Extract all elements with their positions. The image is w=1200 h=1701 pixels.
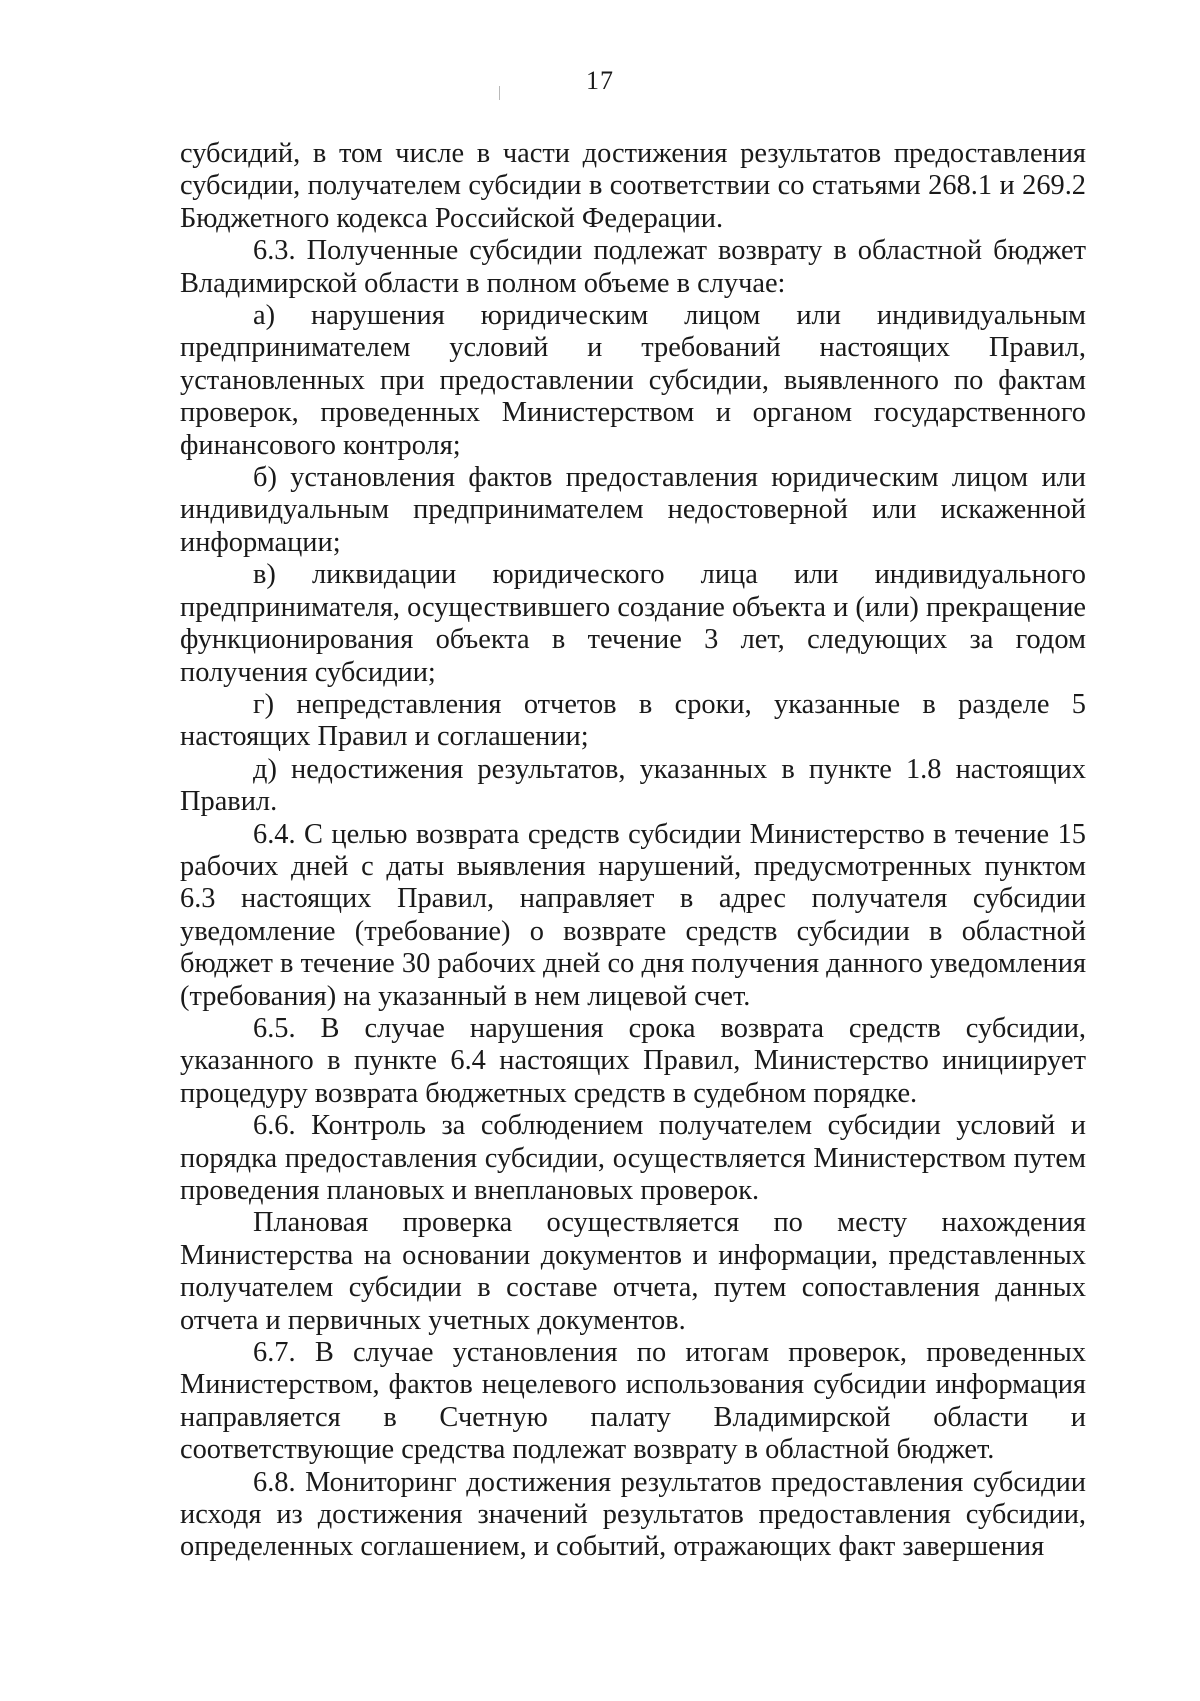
- paragraph-6-3-a: а) нарушения юридическим лицом или индивидуальным предпринимателем условий и требований настоящих Правил, установленных при предоставлении субсидии, выявленного по фактам проверок, проведенных Министерством и органом государственного финансового контроля;: [180, 300, 1086, 461]
- paragraph-6-3-d: д) недостижения результатов, указанных в пункте 1.8 настоящих Правил.: [180, 753, 1086, 818]
- paragraph-6-3-v: в) ликвидации юридического лица или индивидуального предпринимателя, осуществившего создание объекта и (или) прекращение функционирования объекта в течение 3 лет, следующих за годом получения субсидии;: [180, 559, 1086, 688]
- paragraph-6-3-b: б) установления фактов предоставления юридическим лицом или индивидуальным предпринимателем недостоверной или искаженной информации;: [180, 462, 1086, 558]
- paragraph-6-7: 6.7. В случае установления по итогам проверок, проведенных Министерством, фактов нецелевого использования субсидии информация направляется в Счетную палату Владимирской области и соответствующие средства подлежат возврату в областной бюджет.: [180, 1337, 1086, 1466]
- paragraph-6-8: 6.8. Мониторинг достижения результатов предоставления субсидии исходя из достижения значений результатов предоставления субсидии, определенных соглашением, и событий, отражающих факт завершения: [180, 1466, 1086, 1563]
- document-body: [180, 138, 1086, 1564]
- paragraph-6-5: 6.5. В случае нарушения срока возврата средств субсидии, указанного в пункте 6.4 настоящих Правил, Министерство инициирует процедуру возврата бюджетных средств в судебном порядке.: [180, 1012, 1086, 1109]
- paragraph-planned-inspection: Плановая проверка осуществляется по месту нахождения Министерства на основании документов и информации, представленных получателем субсидии в составе отчета, путем сопоставления данных отчета и первичных учетных документов.: [180, 1207, 1086, 1336]
- paragraph-6-3-g: г) непредставления отчетов в сроки, указанные в разделе 5 настоящих Правил и соглашении;: [180, 688, 1086, 753]
- paragraph-subsidy-continuation: субсидий, в том числе в части достижения результатов предоставления субсидии, получателем субсидии в соответствии со статьями 268.1 и 269.2 Бюджетного кодекса Российской Федерации.: [180, 138, 1086, 234]
- paragraph-6-6: 6.6. Контроль за соблюдением получателем субсидии условий и порядка предоставления субсидии, осуществляется Министерством путем проведения плановых и внеплановых проверок.: [180, 1110, 1086, 1206]
- paragraph-6-4: 6.4. С целью возврата средств субсидии Министерство в течение 15 рабочих дней с даты выявления нарушений, предусмотренных пунктом 6.3 настоящих Правил, направляет в адрес получателя субсидии уведомление (требование) о возврате средств субсидии в областной бюджет в течение 30 рабочих дней со дня получения данного уведомления (требования) на указанный в нем лицевой счет.: [180, 818, 1086, 1012]
- page-number: 17: [586, 66, 614, 95]
- scan-artifact-speck: [499, 86, 500, 100]
- paragraph-6-3: 6.3. Полученные субсидии подлежат возврату в областной бюджет Владимирской области в полном объеме в случае:: [180, 235, 1086, 299]
